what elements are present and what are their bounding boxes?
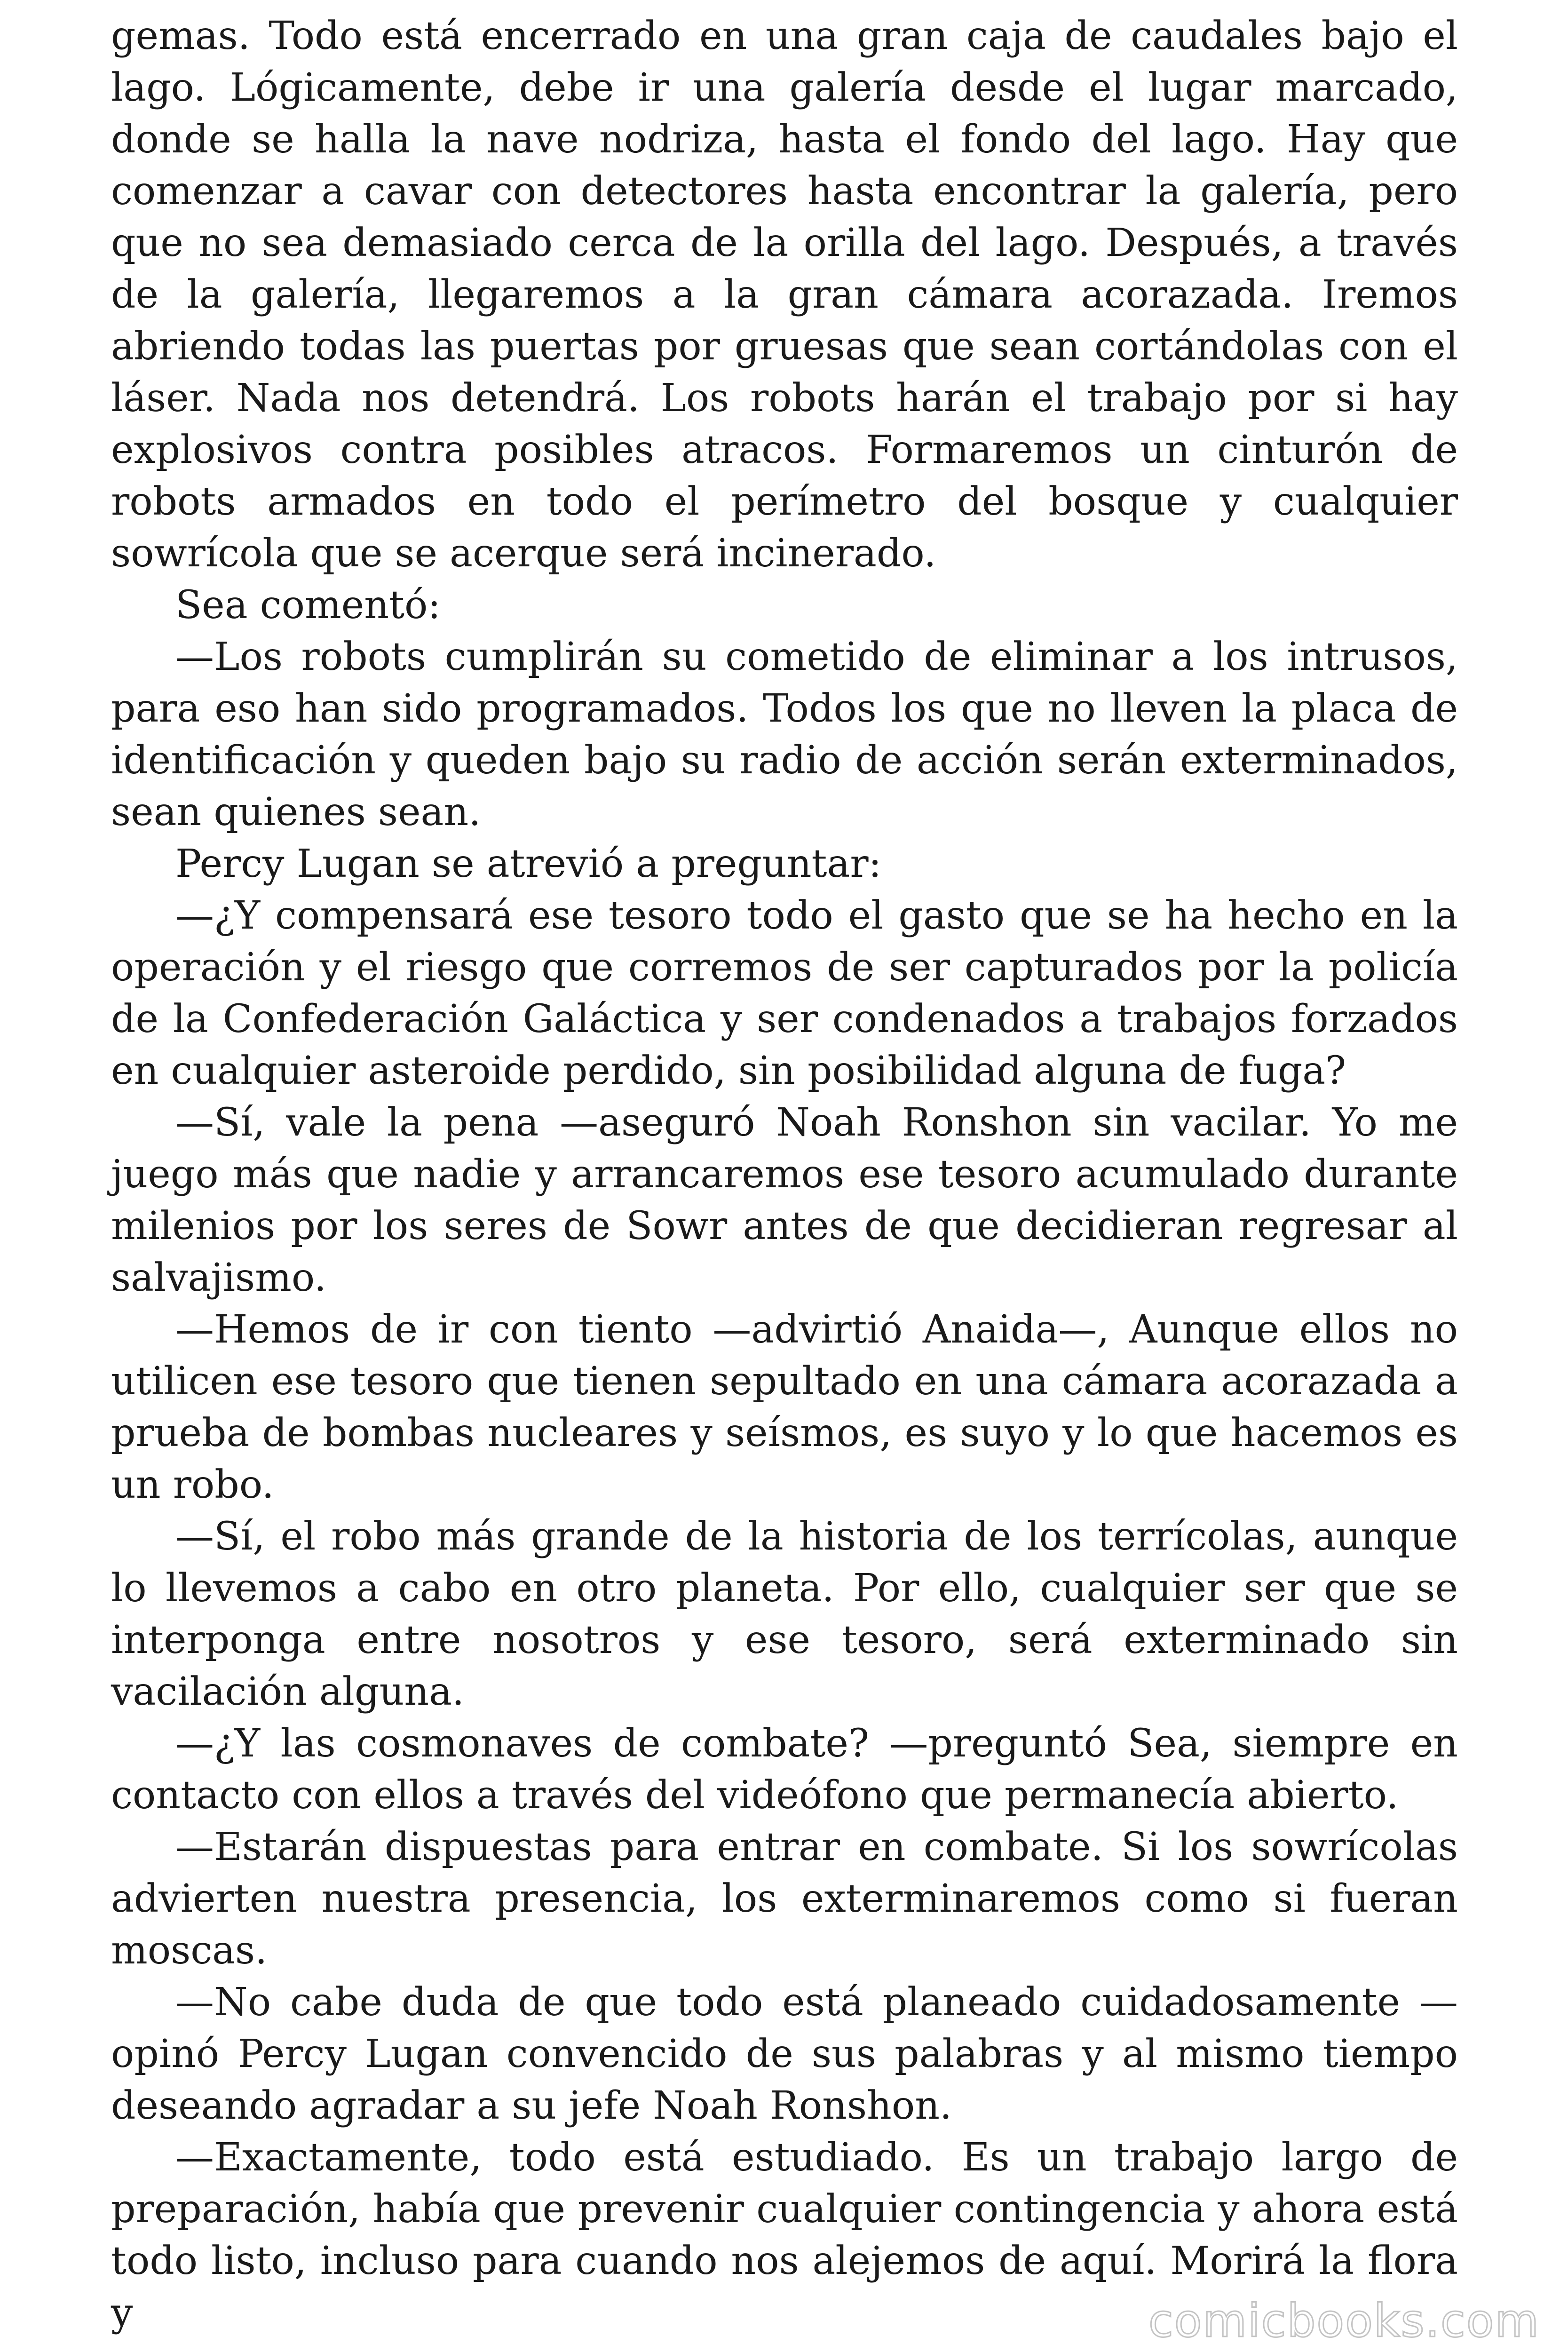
paragraph-5: —¿Y compensará ese tesoro todo el gasto que se ha hecho en la operación y el riesgo que corremos de ser capturados por la policía de la Confederación Galáctica y ser condenados a trabajos forzados en cualquier asteroide perdido, sin posibilidad alguna de fuga? [111, 893, 1458, 1093]
paragraph-4: Percy Lugan se atrevió a preguntar: [175, 842, 882, 886]
paragraph-11: —No cabe duda de que todo está planeado cuidadosamente — opinó Percy Lugan convencido de sus palabras y al mismo tiempo deseando agradar a su jefe Noah Ronshon. [111, 1980, 1458, 2128]
paragraph-7: —Hemos de ir con tiento —advirtió Anaida—, Aunque ellos no utilicen ese tesoro que tienen sepultado en una cámara acorazada a prueba de bombas nucleares y seísmos, es suyo y lo que hacemos es un robo. [111, 1307, 1458, 1507]
paragraph-8: —Sí, el robo más grande de la historia de los terrícolas, aunque lo llevemos a cabo en otro planeta. Por ello, cualquier ser que se interponga entre nosotros y ese tesoro, será exterminado sin vacilación alguna. [111, 1514, 1458, 1714]
paragraph-1: gemas. Todo está encerrado en una gran caja de caudales bajo el lago. Lógicamente, debe ir una galería desde el lugar marcado, donde se halla la nave nodriza, hasta el fondo del lago. Hay que comenzar a cavar con detectores hasta encontrar la galería, pero que no sea demasiado cerca de la orilla del lago. Después, a través de la galería, llegaremos a la gran cámara acorazada. Iremos abriendo todas las puertas por gruesas que sean cortándolas con el láser. Nada nos detendrá. Los robots harán el trabajo por si hay explosivos contra posibles atracos. Formaremos un cinturón de robots armados en todo el perímetro del bosque y cualquier sowrícola que se acerque será incinerado. [111, 14, 1458, 576]
book-page-text [111, 10, 1458, 2339]
paragraph-2: Sea comentó: [175, 583, 441, 628]
paragraph-6: —Sí, vale la pena —aseguró Noah Ronshon sin vacilar. Yo me juego más que nadie y arrancaremos ese tesoro acumulado durante milenios por los seres de Sowr antes de que decidieran regresar al salvajismo. [111, 1100, 1458, 1300]
paragraph-9: —¿Y las cosmonaves de combate? —preguntó Sea, siempre en contacto con ellos a través del videófono que permanecía abierto. [111, 1721, 1458, 1818]
paragraph-12: —Exactamente, todo está estudiado. Es un trabajo largo de preparación, había que prevenir cualquier contingencia y ahora está todo listo, incluso para cuando nos alejemos de aquí. Morirá la flora y [111, 2135, 1458, 2335]
paragraph-10: —Estarán dispuestas para entrar en combate. Si los sowrícolas advierten nuestra presencia, los exterminaremos como si fueran moscas. [111, 1825, 1458, 1973]
watermark-logo: comicbooks.com [1148, 2295, 1540, 2347]
paragraph-3: —Los robots cumplirán su cometido de eliminar a los intrusos, para eso han sido programados. Todos los que no lleven la placa de identificación y queden bajo su radio de acción serán exterminados, sean quienes sean. [111, 635, 1458, 834]
